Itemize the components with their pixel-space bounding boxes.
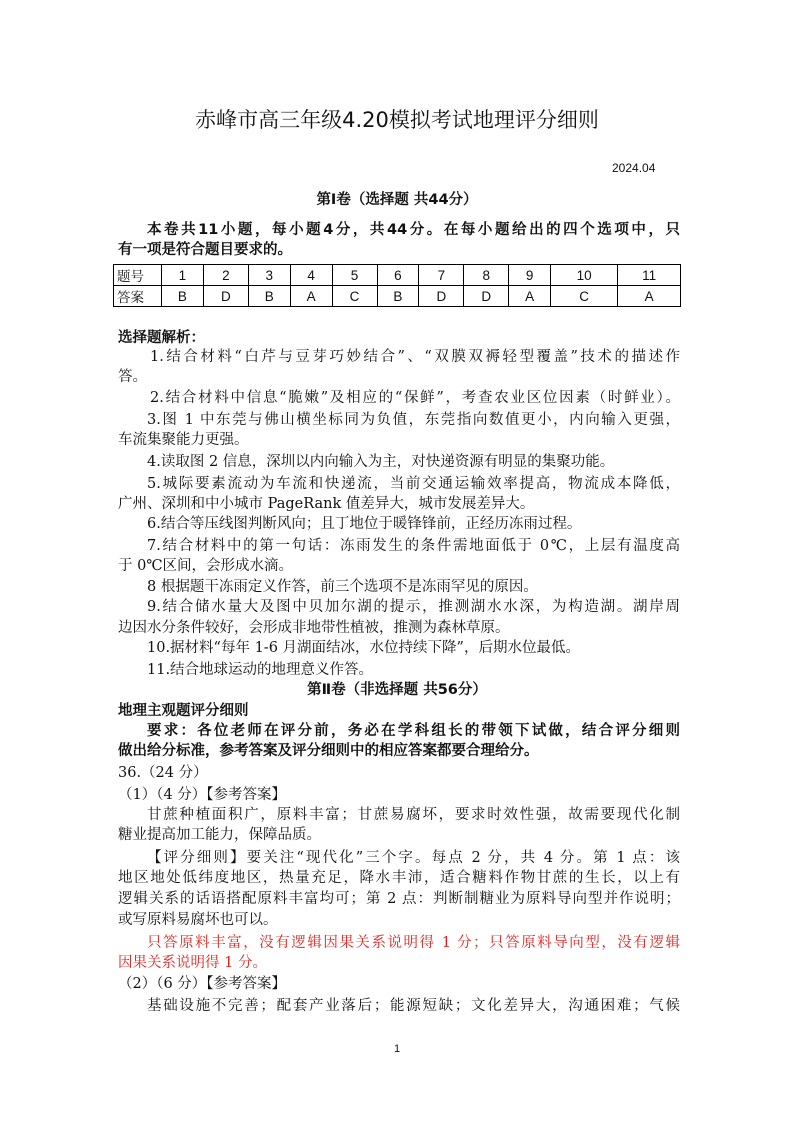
question-number: 1 (162, 265, 204, 286)
answer-cell: D (419, 286, 464, 307)
answer-cell: C (551, 286, 618, 307)
q1-answer-line: 糖业提高加工能力，保障品质。 (118, 827, 321, 843)
q1-rubric-line: 【评分细则】要关注“现代化”三个字。每点 2 分，共 4 分。第 1 点：该 (147, 850, 680, 866)
analysis-line: 6.结合等压线图判断风向；且丁地位于暖锋锋前，正经历冻雨过程。 (147, 516, 582, 532)
document-date: 2024.04 (612, 161, 656, 175)
analysis-line: 7.结合材料中的第一句话：冻雨发生的条件需地面低于 0℃，上层有温度高 (147, 538, 680, 554)
question-number: 7 (419, 265, 464, 286)
answer-table (113, 264, 681, 307)
table-row-answers (114, 286, 681, 307)
answer-cell: B (162, 286, 204, 307)
question-36-label: 36.（24 分） (118, 765, 208, 781)
question-number: 6 (377, 265, 419, 286)
q1-rubric-line: 地区地处低纬度地区，热量充足，降水丰沛，适合糖料作物甘蔗的生长，以上有 (118, 870, 680, 886)
part2-subheading: 地理主观题评分细则 (118, 703, 249, 719)
answer-cell: A (618, 286, 681, 307)
row-label: 题号 (114, 265, 162, 286)
question-number: 2 (203, 265, 248, 286)
table-row-numbers (114, 265, 681, 286)
analysis-line: 10.据材料“每年 1-6 月湖面结冰，水位持续下降”，后期水位最低。 (147, 640, 580, 656)
page-number: 1 (393, 1043, 401, 1055)
analysis-line: 于 0℃区间，会形成水滴。 (118, 558, 294, 574)
answer-cell: C (332, 286, 377, 307)
analysis-line: 5.城际要素流动为车流和快递流，当前交通运输效率提高，物流成本降低， (147, 476, 680, 492)
q1-answer-line: 甘蔗种植面积广，原料丰富；甘蔗易腐坏，要求时效性强，故需要现代化制 (147, 807, 680, 823)
answer-cell: B (377, 286, 419, 307)
analysis-line: 广州、深圳和中小城市 PageRank 值差异大，城市发展差异大。 (118, 496, 535, 512)
part1-intro-line: 本卷共11小题，每小题4分，共44分。在每小题给出的四个选项中，只 (147, 222, 680, 238)
requirement-line: 要求：各位老师在评分前，务必在学科组长的带领下试做，结合评分细则 (147, 723, 680, 739)
q1-rubric-line: 或写原料易腐坏也可以。 (118, 912, 278, 928)
answer-cell: A (290, 286, 332, 307)
question-number: 9 (509, 265, 551, 286)
answer-cell: D (464, 286, 509, 307)
question-number: 8 (464, 265, 509, 286)
analysis-line: 9.结合储水量大及图中贝加尔湖的提示，推测湖水水深，为构造湖。湖岸周 (147, 599, 680, 615)
part1-heading: 第Ⅰ卷（选择题 共44分） (316, 192, 478, 208)
answer-cell: B (248, 286, 290, 307)
part2-heading: 第Ⅱ卷（非选择题 共56分） (307, 682, 487, 698)
analysis-heading: 选择题解析： (118, 330, 205, 346)
answer-cell: A (509, 286, 551, 307)
analysis-line: 边因水分条件较好，会形成非地带性植被，推测为森林草原。 (118, 620, 510, 636)
analysis-line: 2.结合材料中信息“脆嫩”及相应的“保鲜”，考查农业区位因素（时鲜业）。 (150, 390, 680, 406)
analysis-line: 4.读取图 2 信息，深圳以内向输入为主，对快递资源有明显的集聚功能。 (147, 454, 615, 470)
question-number: 4 (290, 265, 332, 286)
analysis-line: 1.结合材料“白芹与豆芽巧妙结合”、“双膜双褥轻型覆盖”技术的描述作 (150, 349, 680, 365)
q1-note-line: 只答原料丰富，没有逻辑因果关系说明得 1 分；只答原料导向型，没有逻辑 (147, 935, 680, 951)
analysis-line: 3.图 1 中东莞与佛山横坐标同为负值，东莞指向数值更小，内向输入更强， (147, 412, 680, 428)
part1-intro-line: 有一项是符合题目要求的。 (118, 242, 292, 258)
q1-rubric-line: 逻辑关系的话语搭配原料丰富均可；第 2 点：判断制糖业为原料导向型并作说明； (118, 891, 680, 907)
analysis-line: 8 根据题干冻雨定义作答，前三个选项不是冻雨罕见的原因。 (147, 579, 538, 595)
document-title: 赤峰市高三年级4.20模拟考试地理评分细则 (195, 108, 599, 132)
q1-note-line: 因果关系说明得 1 分。 (118, 955, 267, 971)
q1-label: （1）（4 分）【参考答案】 (118, 787, 287, 803)
row-label: 答案 (114, 286, 162, 307)
analysis-line: 11.结合地球运动的地理意义作答。 (147, 662, 374, 678)
analysis-line: 答。 (118, 369, 147, 385)
analysis-line: 车流集聚能力更强。 (118, 432, 249, 448)
question-number: 5 (332, 265, 377, 286)
question-number: 10 (551, 265, 618, 286)
requirement-line: 做出给分标准，参考答案及评分细则中的相应答案都要合理给分。 (118, 743, 539, 759)
answer-cell: D (203, 286, 248, 307)
q2-label: （2）（6 分）【参考答案】 (118, 976, 287, 992)
question-number: 3 (248, 265, 290, 286)
question-number: 11 (618, 265, 681, 286)
q2-answer-line: 基础设施不完善；配套产业落后；能源短缺；文化差异大，沟通困难；气候 (147, 998, 680, 1014)
